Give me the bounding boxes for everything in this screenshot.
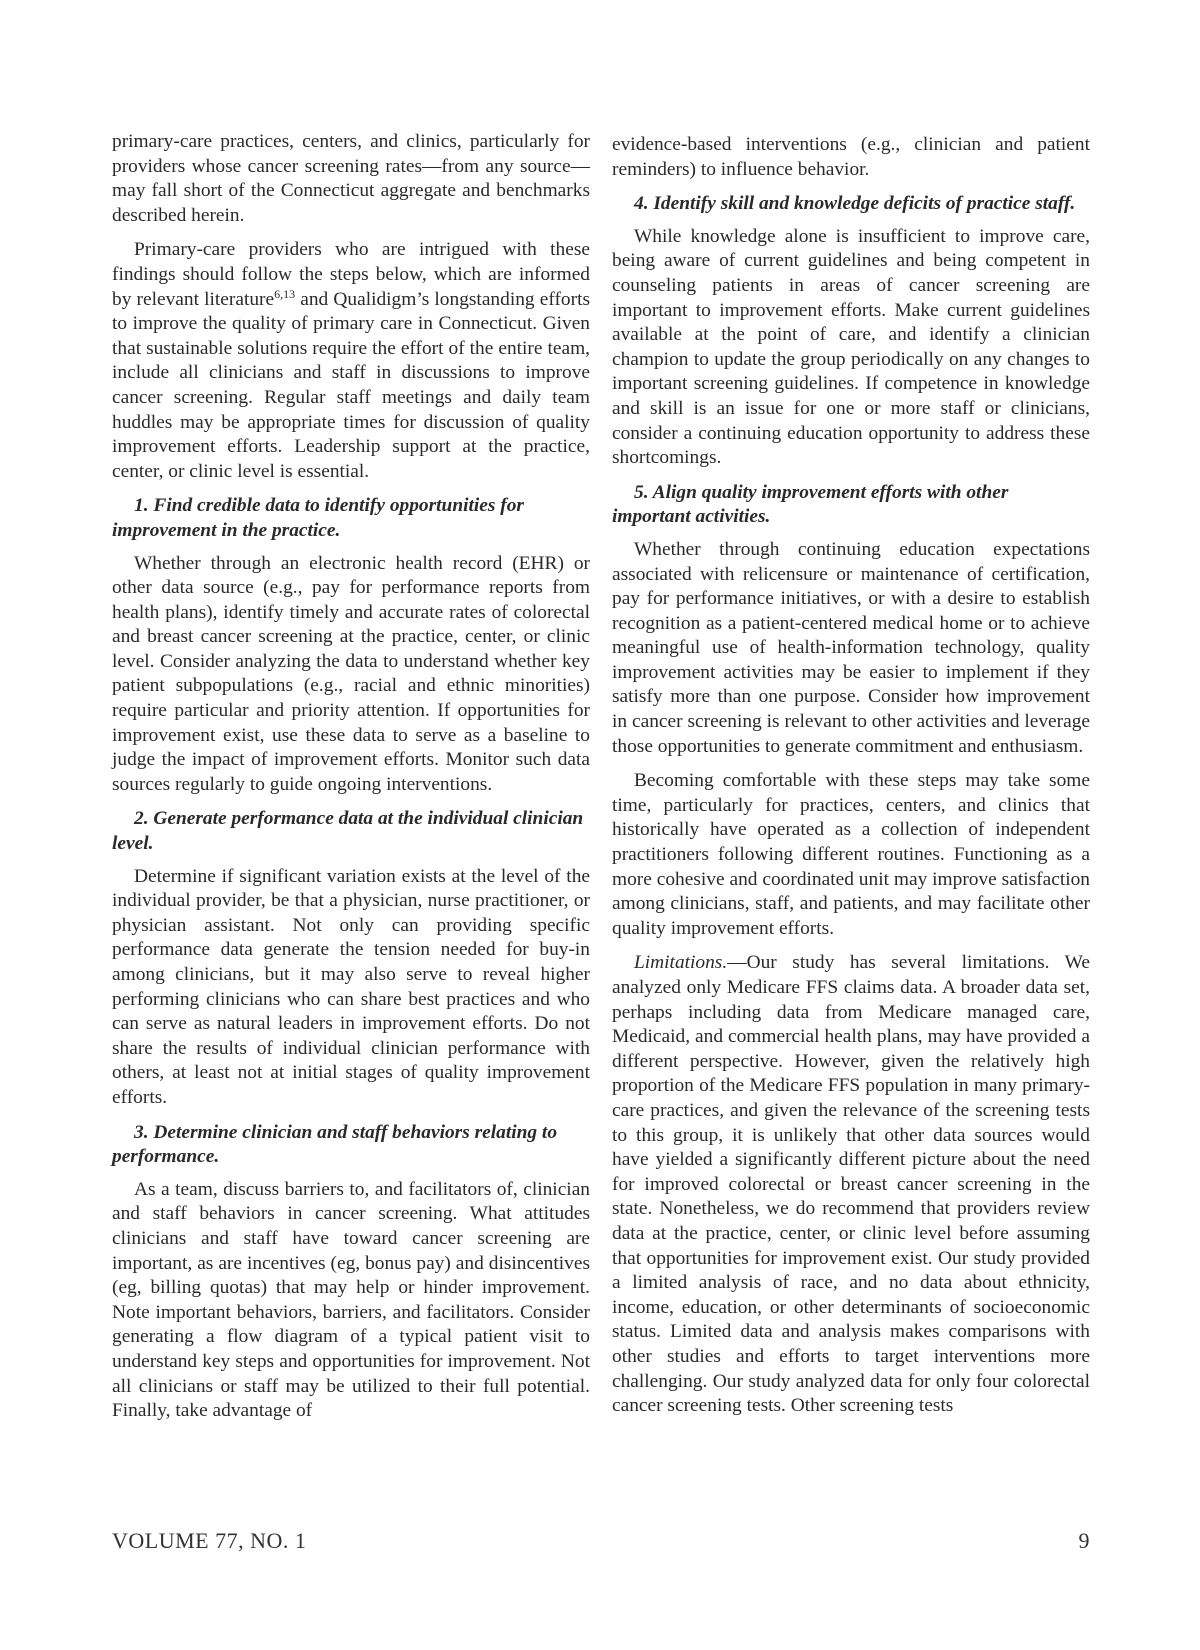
step-3-heading: 3. Determine clinician and staff behaviors relating to performance. <box>112 1121 558 1168</box>
right-column <box>612 133 1090 1429</box>
paragraph-limitations <box>612 951 1090 1418</box>
step-4-heading: 4. Identify skill and knowledge deficits of practice staff. <box>634 193 1076 215</box>
paragraph-continuation-right: evidence-based interventions (e.g., clinician and patient reminders) to influence behavior. <box>612 134 1090 180</box>
step-2-body: Determine if significant variation exists at the level of the individual provider, be that a physician, nurse practitioner, or physician assistant. Not only can providing specific performance data generate the tension needed for buy-in among clinicians, but it may also serve to reveal higher performing clinicians who can share best practices and who can serve as natural leaders in improvement efforts. Do not share the results of individual clinician performance with others, at least not at initial stages of quality improvement efforts. <box>112 865 590 1108</box>
volume-footer: VOLUME 77, NO. 1 <box>112 1528 307 1553</box>
step-4-body: While knowledge alone is insufficient to improve care, being aware of current guidelines and being competent in counseling patients in areas of cancer screening are important to improvement efforts. Make current guidelines available at the point of care, and identify a clinician champion to update the group periodically on any changes to important screening guidelines. If competence in knowledge and skill is an issue for one or more staff or clinicians, consider a continuing education opportunity to address these shortcomings. <box>612 225 1090 469</box>
steps-intro-text-continued: and Qualidigm’s longstanding efforts to improve the quality of primary care in Connecticut. Given that sustainable solutions require the effort of the entire team, include all clinicians and staff in discussions to improve cancer screening. Regular staff meetings and daily team huddles may be appropriate times for discussion of quality improvement efforts. Leadership support at the practice, center, or clinic level is essential. <box>112 288 590 482</box>
paragraph-steps-intro <box>112 238 590 484</box>
step-2-heading: 2. Generate performance data at the individual clinician level. <box>112 808 584 855</box>
step-5-body: Whether through continuing education expectations associated with relicensure or maintenance of certification, pay for performance initiatives, or with a desire to establish recognition as a patient-centered medical home or to achieve meaningful use of health-information technology, quality improvement activities may be easier to implement if they satisfy more than one purpose. Consider how improvement in cancer screening is relevant to other activities and leverage those opportunities to generate commitment and enthusiasm. <box>612 538 1090 757</box>
limitations-heading: Limitations. <box>634 952 728 974</box>
step-3-body: As a team, discuss barriers to, and facilitators of, clinician and staff behaviors in cancer screening. What attitudes clinicians and staff have toward cancer screening are important, as are incentives (eg, bonus pay) and disincentives (eg, billing quotas) that may help or hinder improvement. Note important behaviors, barriers, and facilitators. Consider generating a flow diagram of a typical patient visit to understand key steps and opportunities for improvement. Not all clinicians or staff may be utilized to their full potential. Finally, take advantage of <box>112 1178 590 1422</box>
step-1-body: Whether through an electronic health record (EHR) or other data source (e.g., pay for performance reports from health plans), identify timely and accurate rates of colorectal and breast cancer screening at the practice, center, or clinic level. Consider analyzing the data to understand whether key patient subpopulations (e.g., racial and ethnic minorities) require particular and priority attention. If opportunities for improvement exist, use these data to serve as a baseline to judge the impact of improvement efforts. Monitor such data sources regularly to guide ongoing interventions. <box>112 552 590 795</box>
step-5-heading: 5. Align quality improvement efforts with other important activities. <box>612 481 1009 528</box>
limitations-body: —Our study has several limitations. We analyzed only Medicare FFS claims data. A broader data set, perhaps including data from Medicare managed care, Medicaid, and commercial health plans, may have provided a different perspective. However, given the relatively high proportion of the Medicare FFS population in many primary-care practices, and given the relevance of the screening tests to this group, it is unlikely that other data sources would have yielded a significantly different picture about the need for improved colorectal or breast cancer screening in the state. Nonetheless, we do recommend that providers review data at the practice, center, or clinic level before assuming that opportunities for improvement exist. Our study provided a limited analysis of race, and no data about ethnicity, income, education, or other determinants of socioeconomic status. Limited data and analysis makes comparisons with other studies and efforts to target interventions more challenging. Our study analyzed data for only four colorectal cancer screening tests. Other screening tests <box>612 952 1090 1417</box>
paragraph-continuation: primary-care practices, centers, and clinics, particularly for providers whose cancer screening rates—from any source—may fall short of the Connecticut aggregate and benchmarks described herein. <box>112 131 590 226</box>
left-column <box>112 130 590 1434</box>
step-1-heading: 1. Find credible data to identify opportunities for improvement in the practice. <box>112 495 524 541</box>
citation-superscript: 6,13 <box>274 286 296 301</box>
paragraph-comfort: Becoming comfortable with these steps may take some time, particularly for practices, centers, and clinics that historically have operated as a collection of independent practitioners following different routines. Functioning as a more cohesive and coordinated unit may improve satisfaction among clinicians, staff, and patients, and may facilitate other quality improvement efforts. <box>612 770 1090 939</box>
steps-intro-text: Primary-care providers who are intrigued with these findings should follow the steps below, which are informed by relevant literature <box>112 239 590 310</box>
page-number: 9 <box>1078 1528 1090 1553</box>
